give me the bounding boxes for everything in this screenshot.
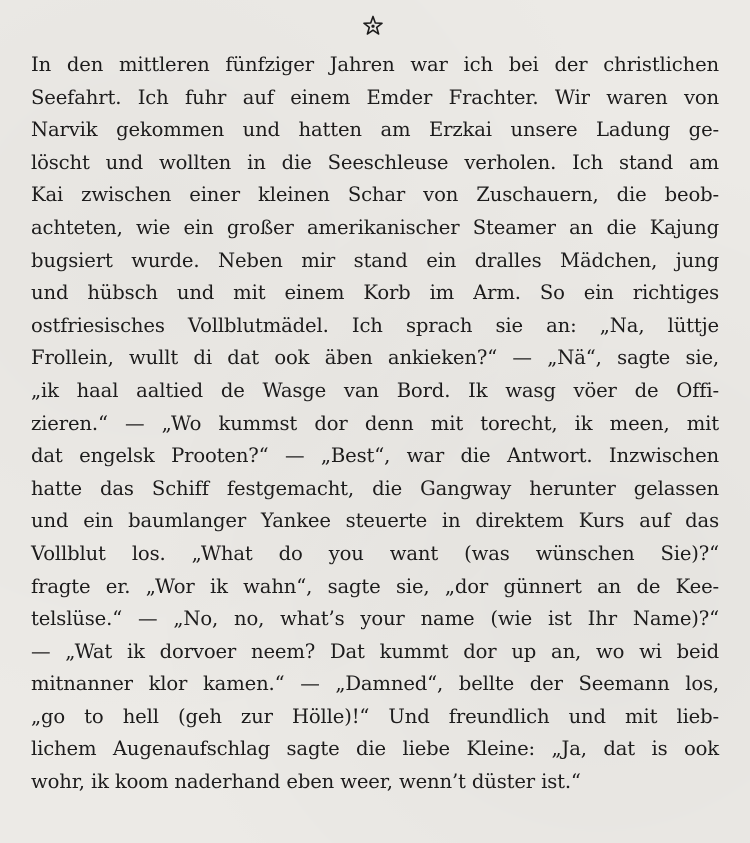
text-line: Frollein, wullt di dat ook äben ankieken?“ — „Nä“, sagte sie, (31, 346, 719, 370)
text-line: fragte er. „Wor ik wahn“, sagte sie, „dor günnert an de Kee- (31, 574, 719, 598)
text-line: zieren.“ — „Wo kummst dor denn mit torecht, ik meen, mit (31, 411, 719, 435)
text-line: Vollblut los. „What do you want (was wünschen Sie)?“ (31, 541, 719, 565)
text-line: telslüse.“ — „No, no, what’s your name (wie ist Ihr Name)?“ (31, 607, 719, 631)
text-line: lichem Augenaufschlag sagte die liebe Kleine: „Ja, dat is ook (31, 737, 719, 761)
text-line: In den mittleren fünfziger Jahren war ich bei der christlichen (31, 53, 719, 76)
text-line-last: wohr, ik koom naderhand eben weer, wenn’t düster ist.“ (31, 770, 581, 794)
text-line: achteten, wie ein großer amerikanischer Steamer an die Kajung (31, 215, 719, 239)
text-line: hatte das Schiff festgemacht, die Gangway herunter gelassen (31, 476, 719, 500)
text-line: Narvik gekommen und hatten am Erzkai unsere Ladung ge- (31, 118, 719, 142)
star-ornament-icon (361, 14, 385, 38)
text-line: Seefahrt. Ich fuhr auf einem Emder Frachter. Wir waren von (31, 85, 719, 109)
text-line: ostfriesisches Vollblutmädel. Ich sprach sie an: „Na, lüttje (31, 313, 719, 337)
text-line: Kai zwischen einer kleinen Schar von Zuschauern, die beob- (31, 183, 719, 207)
text-line: und hübsch und mit einem Korb im Arm. So ein richtiges (31, 281, 719, 305)
text-line: löscht und wollten in die Seeschleuse verholen. Ich stand am (31, 150, 719, 174)
text-line: dat engelsk Prooten?“ — „Best“, war die Antwort. Inzwischen (31, 444, 719, 468)
text-line: und ein baumlanger Yankee steuerte in direktem Kurs auf das (31, 509, 719, 533)
text-line: — „Wat ik dorvoer neem? Dat kummt dor up an, wo wi beid (31, 639, 719, 663)
text-line: mitnanner klor kamen.“ — „Damned“, bellte der Seemann los, (31, 672, 719, 696)
text-line: bugsiert wurde. Neben mir stand ein dralles Mädchen, jung (31, 248, 719, 272)
text-line: „go to hell (geh zur Hölle)!“ Und freundlich und mit lieb- (31, 704, 719, 728)
body-text (31, 49, 719, 799)
text-line: „ik haal aaltied de Wasge van Bord. Ik wasg vöer de Offi- (31, 378, 719, 402)
